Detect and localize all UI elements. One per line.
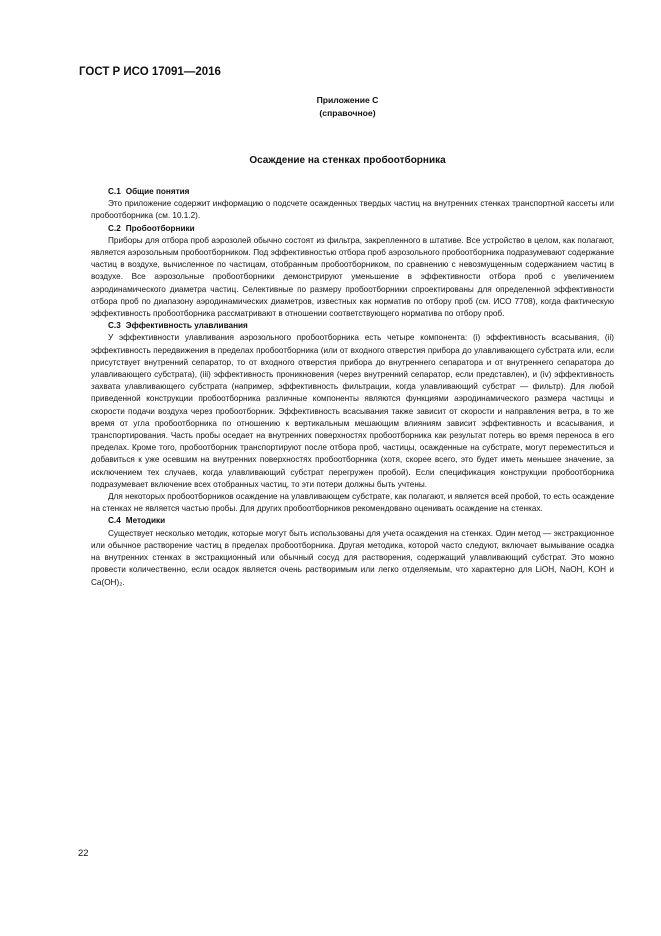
paragraph: Для некоторых пробоотборников осаждение на улавливающем субстрате, как полагают, и является всей пробой, то есть осаждение на стенках не является частью пробы. Для других пробоотборников рекомендовано оценивать осаждение на стенках.: [91, 492, 614, 514]
appendix-heading: [0, 94, 661, 120]
paragraph: У эффективности улавливания аэрозольного пробоотборника есть четыре компонента: (i) эффективность всасывания, (ii) эффективность передвижения в пределах пробоотборника (или от входного отверстия прибора до улавливающего субстрата или, если присутствует внутренний сепаратор, то от входного отверстия прибора до внутреннего сепаратора и от внутреннего сепаратора до улавливающего субстрата), (iii) эффективность проникновения (через внутренний сепаратор, если представлен), и (iv) эффективность захвата улавливающего субстрата (например, эффективность фильтрации, когда улавливающий субстрат — фильтр). Для любой приведенной конструкции пробоотборника различные компоненты являются функциями аэродинамического размера частицы и скорости подачи воздуха через пробоотборник. Эффективность всасывания также зависит от скорости и направления ветра, в то же время от угла пробоотборника по отношению к вертикальным мешающим влияниям зависит эффективность и всасывания, и транспортирования. Часть пробы оседает на внутренних поверхностях пробоотборника как результат потерь во время переноса в его пределах. Кроме того, пробоотборник транспортируют после отбора проб, частицы, осажденные на субстрате, могут переместиться и добавиться к уже осевшим на внутренних поверхностях пробоотборника (хотя, скорее всего, это будет иметь меньшее значение, за исключением тех случаев, когда улавливающий субстрат перегружен пробой). Если спецификация конструкции пробоотборника подразумевает включение всех отобранных частиц, то эти потери должны быть учтены.: [91, 333, 614, 489]
section-title: Пробоотборники: [125, 223, 195, 233]
section-number: С.4: [108, 516, 121, 526]
section-c4: [91, 515, 614, 588]
section-title: Общие понятия: [125, 187, 190, 196]
paragraph: Существует несколько методик, которые могут быть использованы для учета осаждения на стенках. Один метод — экстракционное или обычное растворение частиц в пределах пробоотборника. Другая методика, которой часто следуют, включает вымывание осадка на внутренних стенках в экстракционный или обычный сосуд для растворения, содержащий улавливающий субстрат. Это можно провести количественно, если осадок является очень растворимым или легко отделяемым, что характерно для LiOH, NaOH, KOH и Ca(OH)₂.: [91, 528, 614, 587]
section-heading: [91, 515, 614, 527]
section-heading: [91, 320, 614, 332]
appendix-type: (справочное): [319, 108, 376, 118]
page-title: Осаждение на стенках пробоотборника: [249, 155, 446, 166]
appendix-label: Приложение С: [316, 95, 379, 105]
document-code: ГОСТ Р ИСО 17091—2016: [79, 66, 221, 78]
section-number: С.1: [108, 187, 121, 196]
section-c3: [91, 320, 614, 515]
section-title: Эффективность улавливания: [125, 321, 248, 331]
section-title: Методики: [125, 516, 166, 526]
section-c2: [91, 223, 614, 321]
paragraph: Это приложение содержит информацию о подсчете осажденных твердых частиц на внутренних стенках транспортной кассеты или пробоотборника (см. 10.1.2).: [91, 199, 614, 221]
section-number: С.2: [108, 223, 121, 233]
section-number: С.3: [108, 321, 121, 331]
page-number: 22: [78, 848, 89, 859]
section-c1: [91, 186, 614, 223]
section-heading: [91, 223, 614, 235]
paragraph: Приборы для отбора проб аэрозолей обычно состоят из фильтра, закрепленного в штативе. Все устройство в целом, как полагают, является аэрозольным пробоотборником. Под эффективностью отбора проб аэрозольного пробоотборника подразумевают содержание частиц в воздухе, вычисленное по частицам, отобранным пробоотборником, по сравнению с невозмущенным содержанием частиц в воздухе. Все аэрозольные пробоотборники демонстрируют уменьшение в эффективности отбора проб с увеличением аэродинамического диаметра частиц. Селективные по размеру пробоотборники спроектированы для определенной эффективности отбора проб по диапазону аэродинамических диаметров, известных как норматив по отбору проб (см. ИСО 7708), когда фактическую эффективность пробоотборника рассматривают в отношении соответствующего норматива по отбору проб.: [91, 235, 614, 319]
section-heading: [91, 186, 614, 198]
document-body: [91, 186, 614, 589]
